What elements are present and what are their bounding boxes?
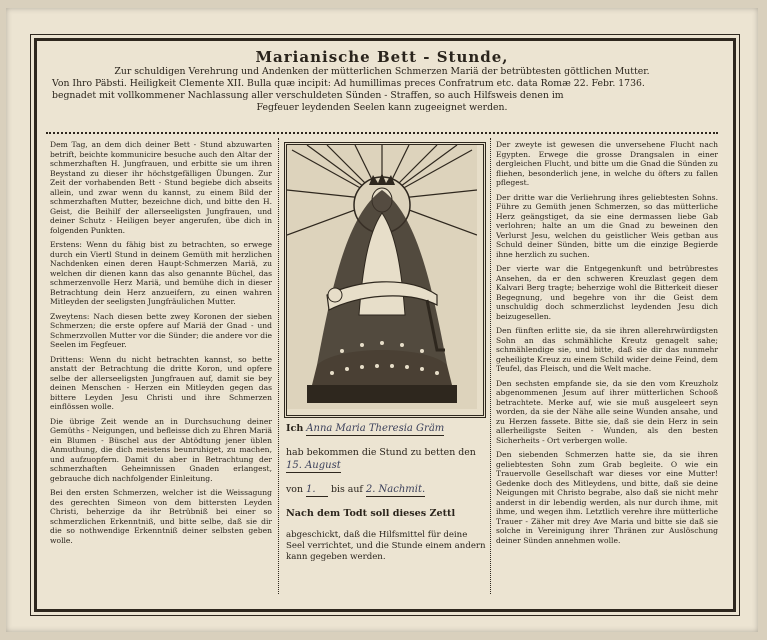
closing-note: abgeschickt, daß die Hilfsmittel für deine Seel verrichtet, und die Stunde einem andern kann gegeben werden.: [286, 530, 486, 562]
bis-auf-label: bis auf: [330, 484, 363, 495]
hour-row: [286, 483, 486, 497]
pieta-illustration: [287, 145, 477, 409]
column-rule-left: [278, 138, 279, 594]
header-divider: [46, 132, 718, 134]
paragraph: Den fünften erlitte sie, da sie ihren allerehrwürdigsten Sohn an das schmähliche Kreutz genagelt sahe; schmählendige sie, und bitte, daß sie dir das nunmehr geheiligte Kreuz zu einem Schild wider deine Feind, dem Teufel, das Fleisch, und die Welt mache.: [496, 326, 718, 373]
name-row: [286, 422, 486, 436]
paragraph: Der zweyte ist gewesen die unversehene Flucht nach Egypten. Erwege die grosse Drangsalen in einer dergleichen Flucht, und bitte um die Gnad die Sünden zu fliehen, besonderlich jene, in welche du öfters zu fallen pflegest.: [496, 140, 718, 187]
broadsheet: [6, 8, 758, 632]
death-note: Nach dem Todt soll dieses Zettl: [286, 508, 456, 519]
date-row: [286, 446, 486, 473]
paragraph: Der vierte war die Entgegenkunft und betrübrestes Ansehen, da er den schweren Kreuzlast gegen dem Kalvari Berg tragte; beherzige wohl die Bitterkeit dieser Begegnung, und begehre von ihr die Geist dem unschuldig doch schmerzlichst leydenden Jesu dich beizugesellen.: [496, 264, 718, 321]
paragraph: Erstens: Wenn du fähig bist zu betrachten, so erwege durch ein Viertl Stund in deinem Gemüth mit herzlichen Nachdenken einen deren Haupt-Schmerzen Mariä, zu welchen dir dienen kann das also genannte Büchel, das schmerzenvolle Herz Mariä, und bemühe dich in dieser Betrachtung dein Herz anzueifern, zu einen wahren Mitleyden der seeligsten Jungfräulichen Mutter.: [50, 240, 272, 306]
von-label: von: [286, 484, 303, 495]
header-line-4: Fegfeuer leydenden Seelen kann zugeeignet werden.: [256, 102, 508, 113]
handwritten-from-hour: 1.: [306, 483, 328, 497]
paragraph: Den siebenden Schmerzen hatte sie, da sie ihren geliebtesten Sohn zum Grab begleite. O wie ein Trauervolle Gesellschaft war dieses vor eine Mutter! Gedenke doch des Mitleydens, und bitte, daß sie deine Neigungen mit Christo begrabe, also daß sie nicht mehr anderst in dir lebendig werden, als nur durch ihme, mit ihme, und wegen ihm. Letztlich verehre ihre mütterliche Trauer - Zäher mit drey Ave Maria und bitte sie daß sie solche in Vereinigung ihrer Thränen zur Auslöschung deiner Sünden annehmen wolle.: [496, 450, 718, 545]
pieta-woodcut: [284, 142, 486, 418]
header-line-3: begnadet mit vollkommener Nachlassung aller verschuldeten Sünden - Straffen, so auch Hilfsweis denen im: [52, 90, 564, 101]
handwritten-date: 15. August: [286, 460, 341, 471]
paragraph: Den sechsten empfande sie, da sie den vom Kreuzholz abgenommenen Jesum auf ihrer mütterlichen Schooß betrachtete. Merke auf, wie sie muß ausgeleert seyn worden, da sie der Nähe alle seine Wunden ansahe, und zu Herzen fassete. Bitte sie, daß sie dein Herz in sein allerheiligste Seiten - Wunden, als den besten Sicherheits - Ort verbergen wolle.: [496, 378, 718, 445]
header-line-2: Von Ihro Päbsti. Heiligkeit Clemente XII. Bulla quæ incipit: Ad humillimas preces Confratrum etc. data Romæ 22. Febr. 1736.: [52, 78, 645, 89]
paragraph: Der dritte war die Verliehrung ihres geliebtesten Sohns. Führe zu Gemüth jenen Schmerzen, so das mütterliche Herz geängstiget, da sie eine dermassen liebe Gab verlohren; halte an um die Gnad zu beweinen den Verlurst Jesu, welchen du geistlicher Weis getban aus Schuld deiner Sünden, bitte um die einzige Begierde ihne herzlich zu suchen.: [496, 192, 718, 259]
received-label: hab bekommen die Stund zu betten den: [286, 447, 476, 458]
paragraph: Bei den ersten Schmerzen, welcher ist die Weissagung des gerechten Simeon von dem bittersten Leyden Christi, beherzige da ihr Betrübniß bei einer so schmerzlichen Erkenntniß, und bitte selbe, daß sie dir die so nothwendige Erkenntniß deiner selbsten geben wolle.: [50, 488, 272, 545]
registration-form: [286, 422, 486, 573]
header: [46, 44, 718, 114]
paragraph: Drittens: Wenn du nicht betrachten kannst, so bette anstatt der Betrachtung die dritte Koron, und opfere selbe der allerseeligsten Jungfrauen auf, damit sie bey deinen Menschen - Herzen ein Mitleyden gegen das bittere Leyden Jesu Christi und ihre Schmerzen einflössen wolle.: [50, 354, 272, 411]
paragraph: Zweytens: Nach diesen bette zwey Koronen der sieben Schmerzen; die erste opfere auf Mariä der Gnad - und Schmerzvollen Mutter vor die Sünder; die andere vor die Seelen im Fegfeuer.: [50, 311, 272, 349]
column-rule-right: [490, 138, 491, 594]
handwritten-name: Anna Maria Theresia Gräm: [306, 423, 445, 434]
header-line-1: Zur schuldigen Verehrung und Andenken der mütterlichen Schmerzen Mariä der betrübtesten göttlichen Mutter.: [114, 66, 650, 77]
ich-label: Ich: [286, 423, 304, 434]
right-column: [496, 140, 718, 592]
page-title: Marianische Bett - Stunde,: [255, 48, 509, 66]
paragraph: Die übrige Zeit wende an in Durchsuchung deiner Gemüths - Neigungen, und befleisse dich zu Ehren Mariä ein Blumen - Büschel aus der Abtödtung jener üblen Anmuthung, die dich meistens beunruhiget, zu machen, und aufzuopfern. Damit du aber in Betrachtung der schmerzhaften Geheimnissen Gnaden erlangest, gebrauche dich nachfolgender Einleitung.: [50, 416, 272, 483]
handwritten-to-hour: 2. Nachmit.: [365, 484, 426, 495]
left-column: [50, 140, 272, 592]
paragraph: Dem Tag, an dem dich deiner Bett - Stund abzuwarten betrift, beichte kommunicire besuche auch den Altar der schmerzhaften H. Jungfrauen, und erbitte sie um ihren Beystand zu dieser ihr höchstgefälligen Übungen. Zur Zeit der vorhabenden Bett - Stund begiebe dich abseits allein, und zwar wenn du kannst, zu einem Bild der schmerzhaften Mutter, bezeichne dich, und bitte den H. Geist, die Beihilf der allerseeligsten Jungfrauen, und deiner Schutz - Heiligen beyer angerufen, übe dich in folgenden Punkten.: [50, 140, 272, 235]
